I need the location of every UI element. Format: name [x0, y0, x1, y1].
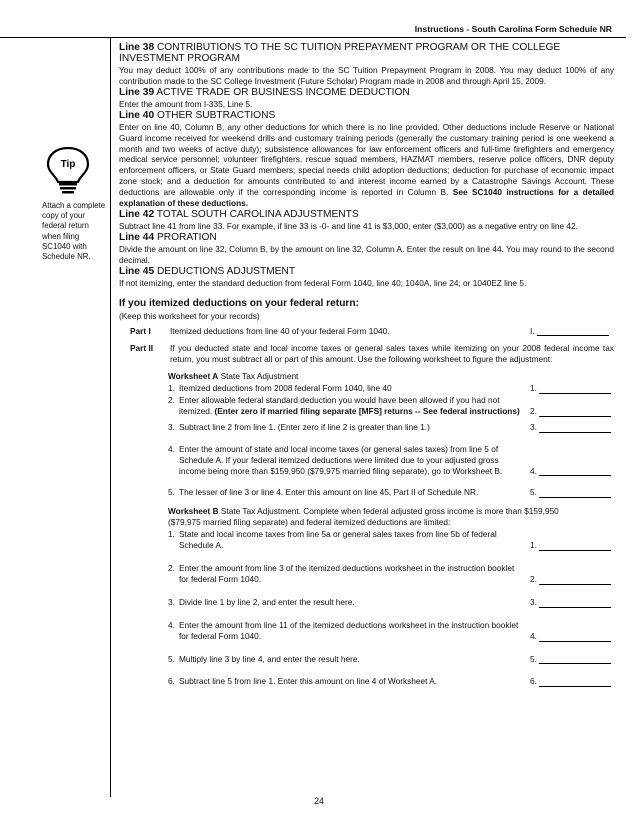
worksheet-answer-blank[interactable] [539, 677, 611, 687]
line-title: Line 45 DEDUCTIONS ADJUSTMENT [119, 265, 296, 277]
worksheet-answer-blank[interactable] [539, 654, 611, 664]
line-section [119, 42, 614, 87]
worksheet-answer-blank[interactable] [539, 488, 611, 498]
worksheet-b-title: Worksheet B State Tax Adjustment. Complete when federal adjusted gross income is more than $159,950 ($79,975 married filing separate) and federal itemized deductions are limited: [168, 506, 559, 528]
itemized-sub: (Keep this worksheet for your records) [119, 310, 260, 321]
line-section [119, 110, 614, 209]
part-two [119, 343, 614, 365]
worksheet-item: 2. Enter allowable federal standard deduction you would have been allowed if you had not itemized. (Enter zero if married filing separate [MFS] returns -- See federal instructions) 2. [168, 395, 614, 417]
worksheet-b [168, 506, 614, 687]
worksheet-answer-label: 6. [530, 676, 537, 687]
tip-lightbulb-icon [44, 145, 92, 195]
part-one-text: Itemized deductions from line 40 of your federal Form 1040. [170, 325, 390, 336]
worksheet-answer-label: 1. [530, 383, 537, 394]
worksheet-a-title: Worksheet A State Tax Adjustment [168, 371, 299, 382]
line-title: Line 42 TOTAL SOUTH CAROLINA ADJUSTMENTS [119, 208, 359, 220]
page-header: Instructions - South Carolina Form Schedule NR [414, 24, 612, 34]
worksheet-item: 2. Enter the amount from line 3 of the itemized deductions worksheet in the instruction booklet for federal Form 1040. 2. [168, 563, 614, 585]
worksheet-answer-blank[interactable] [539, 598, 611, 608]
margin-rule [110, 37, 111, 797]
page-number: 24 [313, 796, 324, 806]
tip-label: Tip [60, 159, 76, 170]
part-one-label: Part I [130, 325, 151, 336]
line-title: Line 39 ACTIVE TRADE OR BUSINESS INCOME DEDUCTION [119, 86, 410, 98]
part-one-answer-blank[interactable] [537, 326, 609, 336]
worksheet-item: 3. Subtract line 2 from line 1. (Enter zero if line 2 is greater than line 1.) 3. [168, 422, 614, 433]
line-section [119, 232, 614, 266]
line-description: Enter on line 40, Column B, any other deductions for which there is no line provided. Other deductions include Reserve or National Guard income received for weekend drills and customary training periods (generally the customary training period is one weekend a month and two weeks of active duty); subsistence allowances for law enforcement officers and full-time firefighters and emergency medical service personnel; volunteer firefighters, rescue squad members, HAZMAT members, reserve police officers, DNR deputy enforcement officers, or State Guard members; special needs child adoption deductions; deduction for purchase of economic impact zone stock; and a deduction for amounts contributed to and interest income earned by a Catastrophe Savings Account. These deductions are allowable only if the corresponding income is reported in Column B. See SC1040 instructions for a detailed explanation of these deductions. [119, 121, 614, 209]
line-title: Line 40 OTHER SUBTRACTIONS [119, 109, 276, 121]
part-two-label: Part II [130, 343, 154, 354]
worksheet-answer-label: 5. [530, 653, 537, 664]
worksheet-answer-blank[interactable] [539, 575, 611, 585]
worksheet-item: 6. Subtract line 5 from line 1. Enter this amount on line 4 of Worksheet A. 6. [168, 676, 614, 687]
worksheet-answer-label: 4. [530, 630, 537, 641]
line-section [119, 209, 614, 232]
worksheet-item: 5. Multiply line 3 by line 4, and enter the result here. 5. [168, 654, 614, 665]
line-description: Subtract line 41 from line 33. For example, if line 33 is -0- and line 41 is $3,000, enter ($3,000) as a negative entry on line 42. [119, 220, 578, 231]
line-title: Line 44 PRORATION [119, 231, 217, 243]
line-title: Line 38 CONTRIBUTIONS TO THE SC TUITION PREPAYMENT PROGRAM OR THE COLLEGE INVESTMENT PROGRAM [119, 42, 561, 64]
worksheet-answer-label: 3. [530, 596, 537, 607]
worksheet-item: 4. Enter the amount of state and local income taxes (or general sales taxes) from line 5 of Schedule A. If your federal itemized deductions were limited due to your adjusted gross income being more than $159,950 ($79,975 married filing separate), go to Worksheet B. 4. [168, 444, 614, 477]
line-section [119, 87, 614, 110]
sidebar-note: Attach a complete copy of your federal return when filing SC1040 with Schedule NR. [42, 201, 106, 262]
worksheet-item: 1. Itemized deductions from 2008 federal Form 1040, line 40 1. [168, 383, 614, 394]
line-description: You may deduct 100% of any contributions made to the SC Tuition Prepayment Program in 2008. You may deduct 100% of any contribution made to the SC College Investment (Future Scholar) Program made in 2008 and through April 15, 2009. [119, 65, 614, 86]
line-description: If not itemizing, enter the standard deduction from federal Form 1040, line 40; 1040A, line 24; or 1040EZ line 5. [119, 277, 527, 288]
part-one [119, 326, 614, 337]
worksheet-answer-blank[interactable] [539, 466, 611, 476]
part-two-text: If you deducted state and local income taxes or general sales taxes while itemizing on your 2008 federal income tax return, you must subtract all or part of this amount. Use the following worksheet to figure the adjustment: [170, 343, 614, 365]
worksheet-answer-label: 4. [530, 465, 537, 476]
line-section [119, 266, 614, 289]
worksheet-item: 4. Enter the amount from line 11 of the itemized deductions worksheet in the instruction booklet for federal Form 1040. 4. [168, 620, 614, 642]
worksheet-answer-blank[interactable] [539, 407, 611, 417]
worksheet-answer-blank[interactable] [539, 384, 611, 394]
worksheet-item: 3. Divide line 1 by line 2, and enter the result here. 3. [168, 597, 614, 608]
line-description: Enter the amount from I-335, Line 5. [119, 98, 253, 109]
worksheet-item: 1. State and local income taxes from line 5a or general sales taxes from line 5b of federal Schedule A. 1. [168, 529, 614, 551]
worksheet-answer-label: 1. [530, 540, 537, 551]
worksheet-answer-blank[interactable] [539, 632, 611, 642]
itemized-heading: If you itemized deductions on your federal return: [119, 297, 359, 309]
worksheet-answer-label: 2. [530, 573, 537, 584]
worksheet-item: 5. The lesser of line 3 or line 4. Enter this amount on line 45, Part II of Schedule NR. 5. [168, 487, 614, 498]
worksheet-a [168, 371, 614, 498]
main-content [119, 42, 614, 687]
worksheet-answer-blank[interactable] [539, 423, 611, 433]
worksheet-answer-label: 5. [530, 487, 537, 498]
worksheet-answer-label: 2. [530, 405, 537, 416]
worksheet-answer-label: 3. [530, 421, 537, 432]
part-one-answer-label: I. [530, 325, 535, 336]
line-description: Divide the amount on line 32, Column B, by the amount on line 32, Column A. Enter the result on line 44. You may round to the second decimal. [119, 243, 614, 265]
worksheet-answer-blank[interactable] [539, 541, 611, 551]
header-rule [0, 37, 626, 38]
